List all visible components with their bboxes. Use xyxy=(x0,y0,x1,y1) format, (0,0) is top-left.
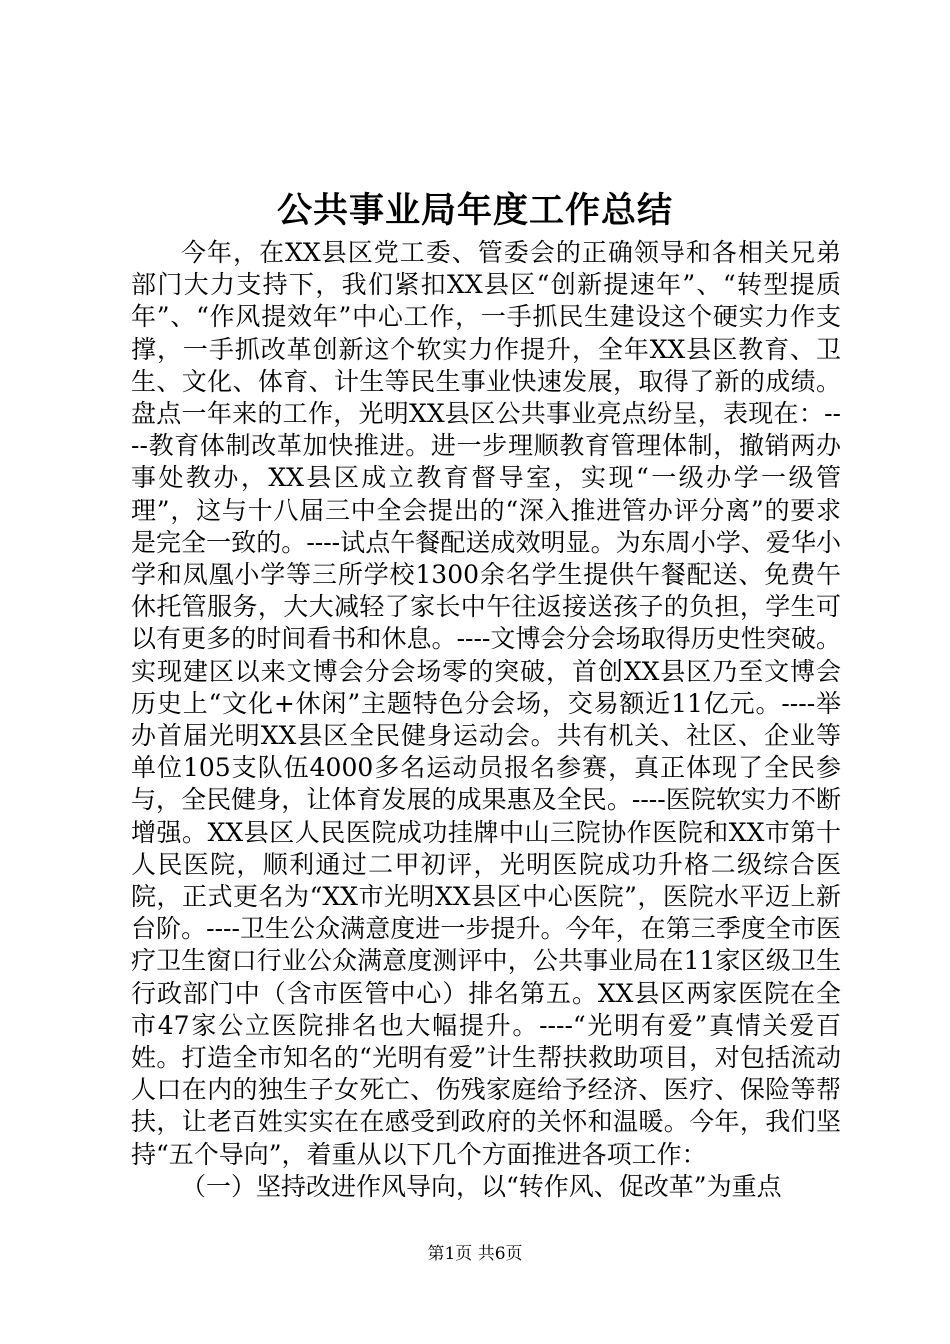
body-paragraph: 今年，在XX县区党工委、管委会的正确领导和各相关兄弟部门大力支持下，我们紧扣XX县区“创新提速年”、“转型提质年”、“作风提效年”中心工作，一手抓民生建设这个硬实力作支撑，一手抓改革创新这个软实力作提升，全年XX县区教育、卫生、文化、体育、计生等民生事业快速发展，取得了新的成绩。盘点一年来的工作，光明XX县区公共事业亮点纷呈，表现在：----教育体制改革加快推进。进一步理顺教育管理体制，撤销两办事处教办，XX县区成立教育督导室，实现“一级办学一级管理”，这与十八届三中全会提出的“深入推进管办评分离”的要求是完全一致的。----试点午餐配送成效明显。为东周小学、爱华小学和凤凰小学等三所学校1300余名学生提供午餐配送、免费午休托管服务，大大减轻了家长中午往返接送孩子的负担，学生可以有更多的时间看书和休息。----文博会分会场取得历史性突破。实现建区以来文博会分会场零的突破，首创XX县区乃至文博会历史上“文化+休闲”主题特色分会场，交易额近11亿元。----举办首届光明XX县区全民健身运动会。共有机关、社区、企业等单位105支队伍4000多名运动员报名参赛，真正体现了全民参与，全民健身，让体育发展的成果惠及全民。----医院软实力不断增强。XX县区人民医院成功挂牌中山三院协作医院和XX市第十人民医院，顺利通过二甲初评，光明医院成功升格二级综合医院，正式更名为“XX市光明XX县区中心医院”，医院水平迈上新台阶。----卫生公众满意度进一步提升。今年，在第三季度全市医疗卫生窗口行业公众满意度测评中，公共事业局在11家区级卫生行政部门中（含市医管中心）排名第五。XX县区两家医院在全市47家公立医院排名也大幅提升。----“光明有爱”真情关爱百姓。打造全市知名的“光明有爱”计生帮扶救助项目，对包括流动人口在内的独生子女死亡、伤残家庭给予经济、医疗、保险等帮扶，让老百姓实实在在感受到政府的关怀和温暖。今年，我们坚持“五个导向”，着重从以下几个方面推进各项工作： xyxy=(131,238,841,1169)
document-title: 公共事业局年度工作总结 xyxy=(276,190,673,231)
document-body xyxy=(131,237,841,1203)
body-paragraph: （一）坚持改进作风导向，以“转作风、促改革”为重点 xyxy=(181,1171,782,1201)
page-footer: 第1页 共6页 xyxy=(427,1244,523,1264)
